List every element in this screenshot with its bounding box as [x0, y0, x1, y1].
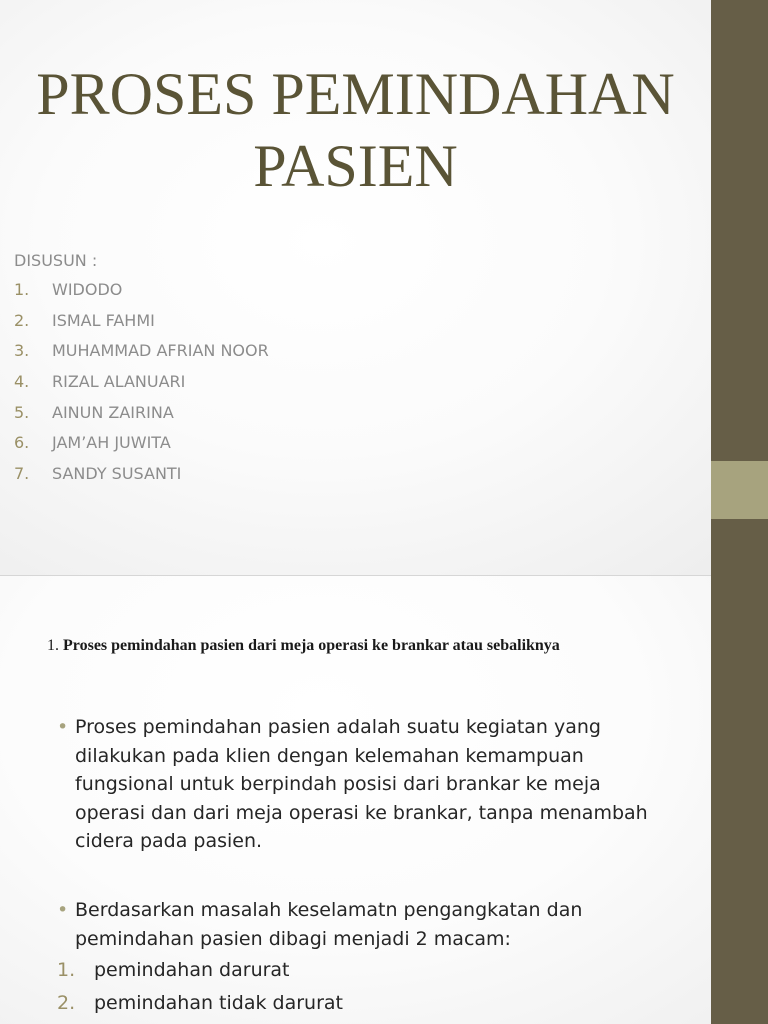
- author-number: 4.: [14, 372, 30, 392]
- transfer-type-item: [57, 989, 343, 1022]
- transfer-type-number: 1.: [57, 959, 76, 981]
- author-number: 3.: [14, 341, 30, 361]
- authors-list: [14, 278, 269, 493]
- bullet-text: Berdasarkan masalah keselamatn pengangkatan dan pemindahan pasien dibagi menjadi 2 macam:: [75, 899, 583, 950]
- author-item: [14, 278, 269, 309]
- author-item: [14, 309, 269, 340]
- author-name: ISMAL FAHMI: [52, 310, 155, 330]
- author-item: [14, 431, 269, 462]
- section-heading: [47, 637, 560, 655]
- transfer-types-list: [57, 956, 343, 1022]
- transfer-type-label: pemindahan darurat: [94, 959, 290, 981]
- author-number: 6.: [14, 433, 30, 453]
- authors-block: [14, 249, 269, 493]
- transfer-type-label: pemindahan tidak darurat: [94, 992, 343, 1014]
- author-name: SANDY SUSANTI: [52, 464, 182, 484]
- slide-title-heading: [0, 58, 711, 202]
- author-item: [14, 339, 269, 370]
- section-heading-number: 1.: [47, 637, 59, 654]
- title-line-2: PASIEN: [253, 133, 458, 199]
- transfer-type-item: [57, 956, 343, 989]
- title-line-1: PROSES PEMINDAHAN: [36, 61, 675, 127]
- bullet-text: Proses pemindahan pasien adalah suatu kegiatan yang dilakukan pada klien dengan kelemahan kemampuan fungsional untuk berpindah posisi dari brankar ke meja operasi dan dari meja operasi ke brankar, tanpa menambah cidera pada pasien.: [75, 716, 648, 852]
- author-number: 1.: [14, 280, 30, 299]
- bullet-dot-icon: •: [57, 899, 69, 921]
- bullet-item: [57, 896, 657, 953]
- section-heading-text: Proses pemindahan pasien dari meja operasi ke brankar atau sebaliknya: [63, 637, 560, 654]
- author-number: 7.: [14, 464, 30, 484]
- author-item: [14, 370, 269, 401]
- author-name: MUHAMMAD AFRIAN NOOR: [52, 341, 269, 361]
- bullet-item: [57, 713, 657, 856]
- author-name: JAM’AH JUWITA: [52, 433, 171, 453]
- transfer-type-number: 2.: [57, 992, 76, 1014]
- bullet-dot-icon: •: [57, 716, 69, 738]
- author-item: [14, 401, 269, 432]
- author-name: RIZAL ALANUARI: [52, 372, 186, 392]
- author-number: 5.: [14, 402, 30, 422]
- author-item: [14, 462, 269, 493]
- authors-label: DISUSUN :: [14, 251, 98, 270]
- author-name: AINUN ZAIRINA: [52, 402, 174, 422]
- author-name: WIDODO: [52, 280, 123, 299]
- author-number: 2.: [14, 310, 30, 330]
- sidebar-accent-block: [711, 461, 768, 519]
